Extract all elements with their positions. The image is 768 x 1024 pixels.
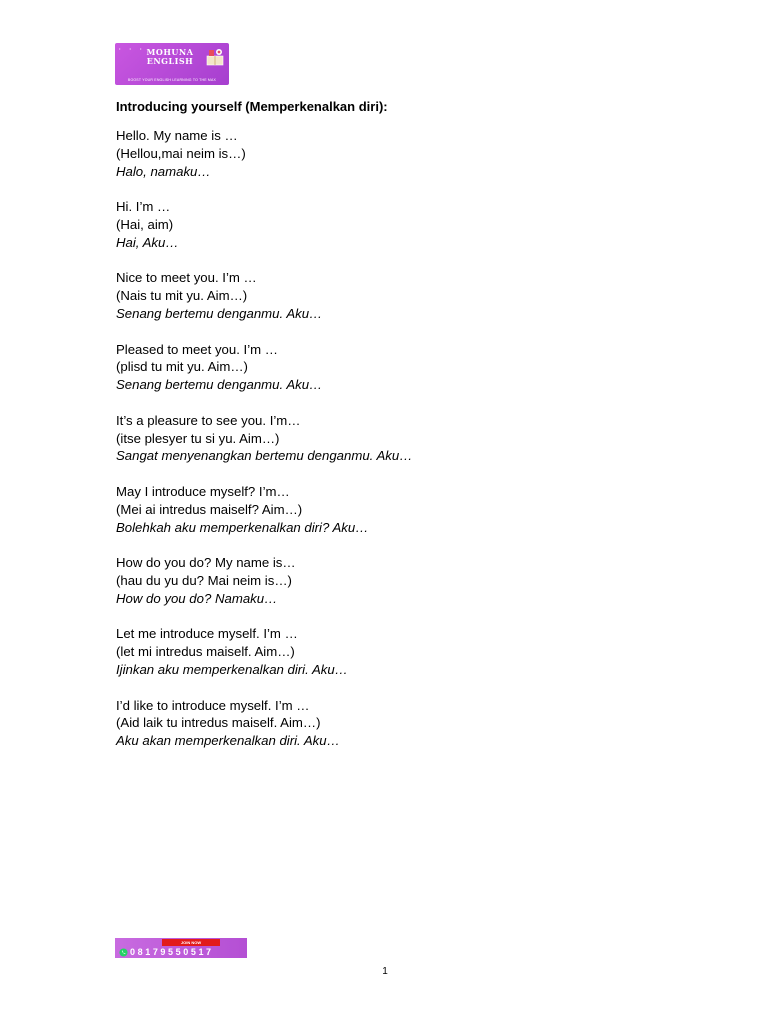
phrase-item — [116, 341, 676, 394]
phrase-pronunciation: (Hellou,mai neim is…) — [116, 145, 246, 161]
phrase-indonesian: Ijinkan aku memperkenalkan diri. Aku… — [116, 661, 348, 677]
phrase-indonesian: Senang bertemu denganmu. Aku… — [116, 305, 323, 321]
phrase-pronunciation: (plisd tu mit yu. Aim…) — [116, 359, 248, 375]
logo-title — [141, 48, 199, 66]
phrase-pronunciation: (Hai, aim) — [116, 216, 174, 232]
phrase-list — [116, 127, 676, 768]
phrase-pronunciation: (Mei ai intredus maiself? Aim…) — [116, 501, 303, 517]
phrase-indonesian: Aku akan memperkenalkan diri. Aku… — [116, 733, 340, 749]
phrase-pronunciation: (let mi intredus maiself. Aim…) — [116, 644, 295, 660]
phrase-indonesian: Bolehkah aku memperkenalkan diri? Aku… — [116, 519, 369, 535]
whatsapp-icon — [119, 948, 128, 957]
phrase-item — [116, 554, 676, 607]
phrase-english: Pleased to meet you. I’m … — [116, 341, 278, 357]
logo-tagline: BOOST YOUR ENGLISH LEARNING TO THE MAX — [127, 78, 217, 82]
join-now-button[interactable]: JOIN NOW — [162, 939, 220, 946]
phrase-pronunciation: (itse plesyer tu si yu. Aim…) — [116, 430, 280, 446]
phrase-item — [116, 412, 676, 465]
phrase-item — [116, 127, 676, 180]
phrase-english: Let me introduce myself. I’m … — [116, 626, 298, 642]
logo-title-line1: MOHUNA — [146, 47, 194, 57]
phrase-indonesian: Halo, namaku… — [116, 163, 211, 179]
phrase-item — [116, 483, 676, 536]
page-number: 1 — [382, 966, 388, 977]
phrase-english: Nice to meet you. I’m … — [116, 270, 257, 286]
phrase-item — [116, 269, 676, 322]
phrase-pronunciation: (Nais tu mit yu. Aim…) — [116, 288, 248, 304]
phrase-pronunciation: (Aid laik tu intredus maiself. Aim…) — [116, 715, 321, 731]
brand-logo — [115, 43, 229, 85]
phrase-indonesian: How do you do? Namaku… — [116, 590, 278, 606]
phrase-pronunciation: (hau du yu du? Mai neim is…) — [116, 572, 292, 588]
phrase-english: Hello. My name is … — [116, 128, 238, 143]
phrase-indonesian: Sangat menyenangkan bertemu denganmu. Aku… — [116, 448, 413, 464]
phrase-indonesian: Senang bertemu denganmu. Aku… — [116, 377, 323, 393]
phrase-english: It’s a pleasure to see you. I’m… — [116, 412, 301, 428]
phrase-item — [116, 198, 676, 251]
phrase-item — [116, 697, 676, 750]
phone-number: 08179550517 — [130, 947, 214, 957]
phrase-indonesian: Hai, Aku… — [116, 234, 179, 250]
contact-banner[interactable] — [115, 938, 247, 958]
phrase-english: How do you do? My name is… — [116, 555, 296, 571]
phrase-english: Hi. I’m … — [116, 199, 171, 215]
phrase-english: May I introduce myself? I’m… — [116, 483, 290, 499]
phrase-english: I’d like to introduce myself. I’m … — [116, 697, 310, 713]
book-icon — [205, 46, 225, 68]
decorative-dots: • • • — [119, 46, 146, 51]
logo-title-line2: ENGLISH — [146, 56, 194, 66]
page-heading: Introducing yourself (Memperkenalkan diri): — [116, 99, 388, 114]
phrase-item — [116, 625, 676, 678]
